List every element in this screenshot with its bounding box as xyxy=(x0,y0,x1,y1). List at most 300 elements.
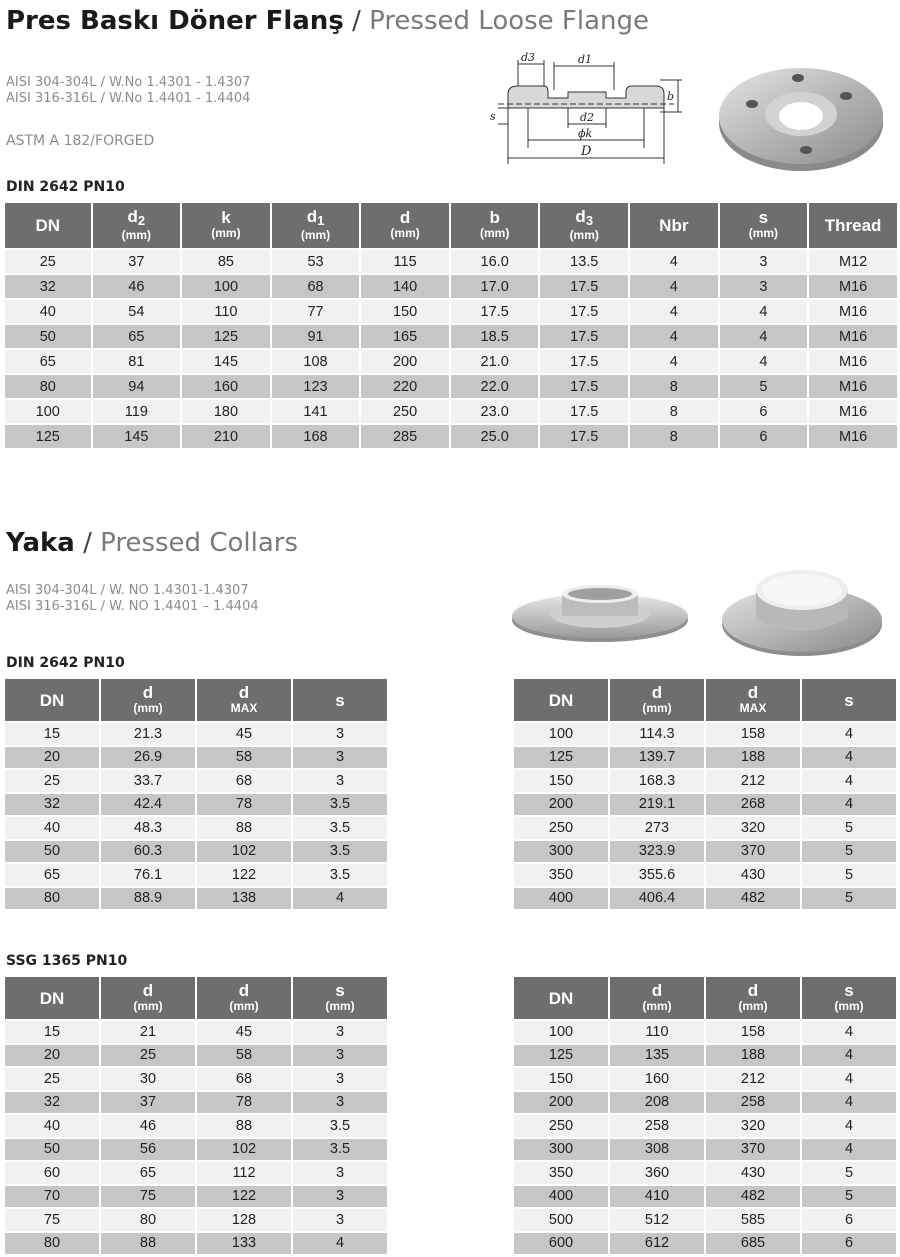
table-row xyxy=(5,1162,387,1184)
table-cell: 50 xyxy=(5,1139,99,1161)
table-cell: 5 xyxy=(802,817,896,839)
col-dn: DN xyxy=(5,977,99,1019)
table-cell: 119 xyxy=(93,400,181,423)
table-cell: 25.0 xyxy=(451,425,539,448)
table-cell: 100 xyxy=(514,723,608,745)
table-cell: 400 xyxy=(514,1186,608,1208)
table-cell: M16 xyxy=(809,300,897,323)
table-cell: 4 xyxy=(630,350,718,373)
table-cell: 585 xyxy=(706,1209,800,1231)
section2-title-en: Pressed Collars xyxy=(100,528,298,558)
table-cell: 17.5 xyxy=(451,300,539,323)
table-cell: 18.5 xyxy=(451,325,539,348)
label-s: s xyxy=(490,110,496,123)
table-row xyxy=(514,1045,896,1067)
table-cell: 68 xyxy=(272,275,360,298)
table-cell: 406.4 xyxy=(610,888,704,910)
flange-drawing xyxy=(488,52,688,170)
table-cell: 3 xyxy=(293,747,387,769)
table-row xyxy=(514,1233,896,1255)
col-d: d (mm) xyxy=(101,977,195,1019)
table-cell: 25 xyxy=(101,1045,195,1067)
table-cell: 13.5 xyxy=(540,250,628,273)
table-row xyxy=(5,888,387,910)
table-cell: 3.5 xyxy=(293,841,387,863)
table-header-row xyxy=(514,679,896,721)
table-cell: M12 xyxy=(809,250,897,273)
table-cell: 22.0 xyxy=(451,375,539,398)
table-cell: 4 xyxy=(293,888,387,910)
table-cell: 80 xyxy=(101,1209,195,1231)
table-cell: 140 xyxy=(361,275,449,298)
table-cell: 42.4 xyxy=(101,794,195,816)
table-cell: 168 xyxy=(272,425,360,448)
table-cell: 17.5 xyxy=(540,400,628,423)
table-cell: 4 xyxy=(802,1021,896,1043)
table-cell: 53 xyxy=(272,250,360,273)
collar-ssg-table-right xyxy=(512,975,898,1256)
table-cell: 150 xyxy=(514,770,608,792)
table-cell: 17.5 xyxy=(540,350,628,373)
table-cell: 350 xyxy=(514,1162,608,1184)
table-cell: M16 xyxy=(809,350,897,373)
section1-spec xyxy=(6,75,250,107)
table-cell: 46 xyxy=(101,1115,195,1137)
table-cell: 23.0 xyxy=(451,400,539,423)
table-cell: 15 xyxy=(5,723,99,745)
col-d: d (mm) xyxy=(610,977,704,1019)
table-cell: 17.5 xyxy=(540,325,628,348)
table-cell: 50 xyxy=(5,841,99,863)
table-cell: 210 xyxy=(182,425,270,448)
label-d3: d3 xyxy=(521,52,536,64)
table-cell: 165 xyxy=(361,325,449,348)
table-cell: 48.3 xyxy=(101,817,195,839)
table-cell: 3.5 xyxy=(293,794,387,816)
table-cell: 115 xyxy=(361,250,449,273)
table-cell: 15 xyxy=(5,1021,99,1043)
col-d: d (mm) xyxy=(361,203,449,248)
table-row xyxy=(514,841,896,863)
table-cell: 8 xyxy=(630,425,718,448)
table-cell: 65 xyxy=(5,350,91,373)
table-row xyxy=(5,1045,387,1067)
table-cell: 125 xyxy=(514,747,608,769)
table-cell: 4 xyxy=(802,1115,896,1137)
table-cell: 80 xyxy=(5,888,99,910)
table-cell: 81 xyxy=(93,350,181,373)
table-cell: 4 xyxy=(802,1139,896,1161)
table-cell: 512 xyxy=(610,1209,704,1231)
table-cell: 4 xyxy=(802,770,896,792)
table-row xyxy=(5,1092,387,1114)
table-cell: 88.9 xyxy=(101,888,195,910)
table-cell: 188 xyxy=(706,747,800,769)
table-row xyxy=(5,1186,387,1208)
table-cell: 160 xyxy=(182,375,270,398)
table-cell: 3 xyxy=(293,723,387,745)
table-cell: 123 xyxy=(272,375,360,398)
table-cell: 110 xyxy=(610,1021,704,1043)
table-cell: 500 xyxy=(514,1209,608,1231)
table-cell: 75 xyxy=(5,1209,99,1231)
table-cell: 430 xyxy=(706,1162,800,1184)
table-cell: 20 xyxy=(5,1045,99,1067)
table-cell: 180 xyxy=(182,400,270,423)
table-cell: 5 xyxy=(802,1186,896,1208)
table-cell: 91 xyxy=(272,325,360,348)
table-cell: 128 xyxy=(197,1209,291,1231)
table-cell: 25 xyxy=(5,250,91,273)
table-cell: 3.5 xyxy=(293,864,387,886)
table-cell: 4 xyxy=(630,300,718,323)
table-row xyxy=(5,275,897,298)
table-row xyxy=(5,375,897,398)
col-s: s (mm) xyxy=(293,977,387,1019)
table-cell: 26.9 xyxy=(101,747,195,769)
table-row xyxy=(5,400,897,423)
table-cell: 3.5 xyxy=(293,1115,387,1137)
table-cell: 75 xyxy=(101,1186,195,1208)
table-row xyxy=(514,1209,896,1231)
table-cell: 80 xyxy=(5,375,91,398)
collar-din-left-body xyxy=(5,723,387,909)
table-cell: 88 xyxy=(101,1233,195,1255)
table-cell: 114.3 xyxy=(610,723,704,745)
table-row xyxy=(5,794,387,816)
table-row xyxy=(5,1021,387,1043)
table-cell: 145 xyxy=(182,350,270,373)
table-cell: 4 xyxy=(720,350,808,373)
table-cell: 250 xyxy=(514,1115,608,1137)
table-row xyxy=(514,794,896,816)
table-cell: 77 xyxy=(272,300,360,323)
table-cell: 3 xyxy=(720,250,808,273)
table-cell: 4 xyxy=(630,250,718,273)
table-cell: 32 xyxy=(5,1092,99,1114)
table-cell: 21.3 xyxy=(101,723,195,745)
table-cell: 600 xyxy=(514,1233,608,1255)
table-cell: 168.3 xyxy=(610,770,704,792)
table-cell: 16.0 xyxy=(451,250,539,273)
table-cell: 258 xyxy=(706,1092,800,1114)
table-cell: 4 xyxy=(802,1045,896,1067)
table-cell: 5 xyxy=(720,375,808,398)
table-cell: 50 xyxy=(5,325,91,348)
table-cell: 60 xyxy=(5,1162,99,1184)
table-row xyxy=(5,770,387,792)
table-cell: 612 xyxy=(610,1233,704,1255)
table-row xyxy=(5,1209,387,1231)
table-cell: 320 xyxy=(706,1115,800,1137)
table-cell: 3 xyxy=(293,1092,387,1114)
table-cell: 4 xyxy=(802,723,896,745)
section2-title-sep: / xyxy=(83,528,92,558)
table-row xyxy=(5,1233,387,1255)
collar-image-angle xyxy=(718,562,888,662)
table-cell: 3 xyxy=(293,770,387,792)
table-cell: 85 xyxy=(182,250,270,273)
collar-ssg-left-body xyxy=(5,1021,387,1254)
table-cell: 4 xyxy=(802,1068,896,1090)
table-cell: 400 xyxy=(514,888,608,910)
table-row xyxy=(514,1139,896,1161)
table-cell: 4 xyxy=(720,300,808,323)
table-cell: 370 xyxy=(706,1139,800,1161)
col-d3: $d_3$ (mm) xyxy=(540,203,628,248)
table-cell: 482 xyxy=(706,888,800,910)
section1-title-en: Pressed Loose Flange xyxy=(369,6,650,36)
table-cell: 285 xyxy=(361,425,449,448)
table-cell: 138 xyxy=(197,888,291,910)
table-cell: 3.5 xyxy=(293,817,387,839)
table-cell: 112 xyxy=(197,1162,291,1184)
section2-spec xyxy=(6,583,259,615)
table-cell: 258 xyxy=(610,1115,704,1137)
table-cell: 3 xyxy=(293,1045,387,1067)
table-cell: 685 xyxy=(706,1233,800,1255)
table-row xyxy=(5,747,387,769)
section1-title xyxy=(6,6,649,36)
table-cell: 21.0 xyxy=(451,350,539,373)
table-cell: 300 xyxy=(514,841,608,863)
table-cell: 4 xyxy=(630,325,718,348)
astm-line: ASTM A 182/FORGED xyxy=(6,133,155,149)
table-cell: 4 xyxy=(630,275,718,298)
spec-line: AISI 304-304L / W.No 1.4301 - 1.4307 xyxy=(6,75,251,90)
table-cell: 68 xyxy=(197,770,291,792)
table-cell: 6 xyxy=(720,425,808,448)
table-row xyxy=(514,864,896,886)
table-cell: 3 xyxy=(293,1068,387,1090)
table-cell: 220 xyxy=(361,375,449,398)
table-row xyxy=(514,817,896,839)
col-dn: DN xyxy=(5,203,91,248)
table-row xyxy=(5,425,897,448)
table-cell: 3 xyxy=(293,1162,387,1184)
col-dmax: d MAX xyxy=(706,679,800,721)
table-cell: 5 xyxy=(802,888,896,910)
table-cell: 141 xyxy=(272,400,360,423)
table-row xyxy=(5,325,897,348)
table-cell: 100 xyxy=(514,1021,608,1043)
col-s: s (mm) xyxy=(802,977,896,1019)
table-cell: 4 xyxy=(293,1233,387,1255)
table-row xyxy=(5,300,897,323)
table-cell: 208 xyxy=(610,1092,704,1114)
section2-title-tr: Yaka xyxy=(6,528,75,558)
table-cell: 133 xyxy=(197,1233,291,1255)
col-k: k (mm) xyxy=(182,203,270,248)
col-b: b (mm) xyxy=(451,203,539,248)
table-cell: 200 xyxy=(514,1092,608,1114)
table-cell: M16 xyxy=(809,325,897,348)
table-cell: 150 xyxy=(514,1068,608,1090)
table-cell: 212 xyxy=(706,1068,800,1090)
table-cell: 17.0 xyxy=(451,275,539,298)
table-cell: 122 xyxy=(197,864,291,886)
col-dn: DN xyxy=(514,977,608,1019)
table-row xyxy=(514,1021,896,1043)
table-cell: 78 xyxy=(197,794,291,816)
table-cell: 188 xyxy=(706,1045,800,1067)
table-cell: 268 xyxy=(706,794,800,816)
col-dn: DN xyxy=(514,679,608,721)
col-d2: $d_2$ (mm) xyxy=(93,203,181,248)
collar-ssg-right-body xyxy=(514,1021,896,1254)
spec-line: AISI 316-316L / W. NO 1.4401 – 1.4404 xyxy=(6,599,259,614)
collar-din-table-left xyxy=(3,677,389,911)
table-cell: 30 xyxy=(101,1068,195,1090)
col-nbr: Nbr xyxy=(630,203,718,248)
spec-line: AISI 304-304L / W. NO 1.4301-1.4307 xyxy=(6,583,249,598)
table-cell: 100 xyxy=(182,275,270,298)
table3-standard: SSG 1365 PN10 xyxy=(6,953,128,969)
table-cell: 58 xyxy=(197,1045,291,1067)
table-cell: 219.1 xyxy=(610,794,704,816)
table-cell: 200 xyxy=(514,794,608,816)
col-d: d (mm) xyxy=(197,977,291,1019)
table-row xyxy=(514,1092,896,1114)
col-d: d (mm) xyxy=(706,977,800,1019)
table-cell: 4 xyxy=(802,1092,896,1114)
table-header-row xyxy=(5,977,387,1019)
table-row xyxy=(5,723,387,745)
table-cell: 32 xyxy=(5,275,91,298)
table-cell: 108 xyxy=(272,350,360,373)
table-cell: 40 xyxy=(5,817,99,839)
table-cell: 160 xyxy=(610,1068,704,1090)
table-cell: 94 xyxy=(93,375,181,398)
table-cell: 4 xyxy=(802,747,896,769)
table-cell: 150 xyxy=(361,300,449,323)
table-cell: 5 xyxy=(802,864,896,886)
table-row xyxy=(5,1068,387,1090)
table-row xyxy=(5,350,897,373)
table-header-row xyxy=(514,977,896,1019)
table-cell: 139.7 xyxy=(610,747,704,769)
table-row xyxy=(514,1068,896,1090)
table-row xyxy=(5,864,387,886)
table-cell: 212 xyxy=(706,770,800,792)
table-row xyxy=(514,747,896,769)
col-dn: DN xyxy=(5,679,99,721)
table-cell: 100 xyxy=(5,400,91,423)
col-d: d (mm) xyxy=(610,679,704,721)
table-cell: M16 xyxy=(809,375,897,398)
table-cell: 5 xyxy=(802,841,896,863)
label-d1: d1 xyxy=(578,53,593,66)
col-d1: $d_1$ (mm) xyxy=(272,203,360,248)
collar-image-side xyxy=(508,576,693,656)
table-row xyxy=(514,723,896,745)
table-cell: 320 xyxy=(706,817,800,839)
table-cell: 25 xyxy=(5,770,99,792)
table-cell: 80 xyxy=(5,1233,99,1255)
table-row xyxy=(5,841,387,863)
table-cell: 3 xyxy=(293,1209,387,1231)
table-cell: 8 xyxy=(630,375,718,398)
table-cell: 8 xyxy=(630,400,718,423)
table-cell: 78 xyxy=(197,1092,291,1114)
table-cell: 323.9 xyxy=(610,841,704,863)
table-cell: 200 xyxy=(361,350,449,373)
table-cell: 355.6 xyxy=(610,864,704,886)
table-cell: 6 xyxy=(802,1209,896,1231)
collar-din-table-right xyxy=(512,677,898,911)
table-cell: 17.5 xyxy=(540,375,628,398)
table-cell: 482 xyxy=(706,1186,800,1208)
table-cell: 3 xyxy=(293,1186,387,1208)
table-header-row xyxy=(5,203,897,248)
flange-table xyxy=(3,201,899,450)
table-cell: 3.5 xyxy=(293,1139,387,1161)
table-cell: 17.5 xyxy=(540,425,628,448)
section1-title-tr: Pres Baskı Döner Flanş xyxy=(6,6,344,36)
table-cell: 273 xyxy=(610,817,704,839)
table-cell: 4 xyxy=(802,794,896,816)
table-row xyxy=(514,1162,896,1184)
table-cell: 20 xyxy=(5,747,99,769)
section1-title-sep: / xyxy=(352,6,361,36)
table-row xyxy=(5,817,387,839)
spec-line: AISI 316-316L / W.No 1.4401 - 1.4404 xyxy=(6,91,251,106)
section2-title xyxy=(6,528,298,558)
table-cell: 46 xyxy=(93,275,181,298)
table-cell: 17.5 xyxy=(540,275,628,298)
label-k: ϕk xyxy=(578,127,593,140)
table-row xyxy=(5,1139,387,1161)
flange-table-body xyxy=(5,250,897,448)
table-cell: 88 xyxy=(197,1115,291,1137)
table-cell: 125 xyxy=(5,425,91,448)
table-cell: 308 xyxy=(610,1139,704,1161)
col-s: s xyxy=(802,679,896,721)
table-cell: 110 xyxy=(182,300,270,323)
label-d2: d2 xyxy=(580,111,595,124)
col-d: d (mm) xyxy=(101,679,195,721)
collar-din-right-body xyxy=(514,723,896,909)
table-cell: 158 xyxy=(706,1021,800,1043)
table-cell: 37 xyxy=(93,250,181,273)
table-header-row xyxy=(5,679,387,721)
table-row xyxy=(514,1186,896,1208)
loose-flange-image xyxy=(716,58,886,178)
table-cell: 33.7 xyxy=(101,770,195,792)
table-cell: 102 xyxy=(197,1139,291,1161)
table-cell: 125 xyxy=(514,1045,608,1067)
table-cell: M16 xyxy=(809,425,897,448)
table-cell: 360 xyxy=(610,1162,704,1184)
table-cell: 56 xyxy=(101,1139,195,1161)
col-s: s xyxy=(293,679,387,721)
table-cell: 17.5 xyxy=(540,300,628,323)
table-cell: 158 xyxy=(706,723,800,745)
table1-standard: DIN 2642 PN10 xyxy=(6,179,125,195)
table-cell: 102 xyxy=(197,841,291,863)
table-cell: 60.3 xyxy=(101,841,195,863)
table-cell: 76.1 xyxy=(101,864,195,886)
table-cell: M16 xyxy=(809,275,897,298)
table-cell: 40 xyxy=(5,300,91,323)
table-cell: 37 xyxy=(101,1092,195,1114)
table-row xyxy=(514,770,896,792)
col-dmax: d MAX xyxy=(197,679,291,721)
table-row xyxy=(5,250,897,273)
table-cell: 3 xyxy=(293,1021,387,1043)
table-cell: 65 xyxy=(93,325,181,348)
table-cell: 300 xyxy=(514,1139,608,1161)
